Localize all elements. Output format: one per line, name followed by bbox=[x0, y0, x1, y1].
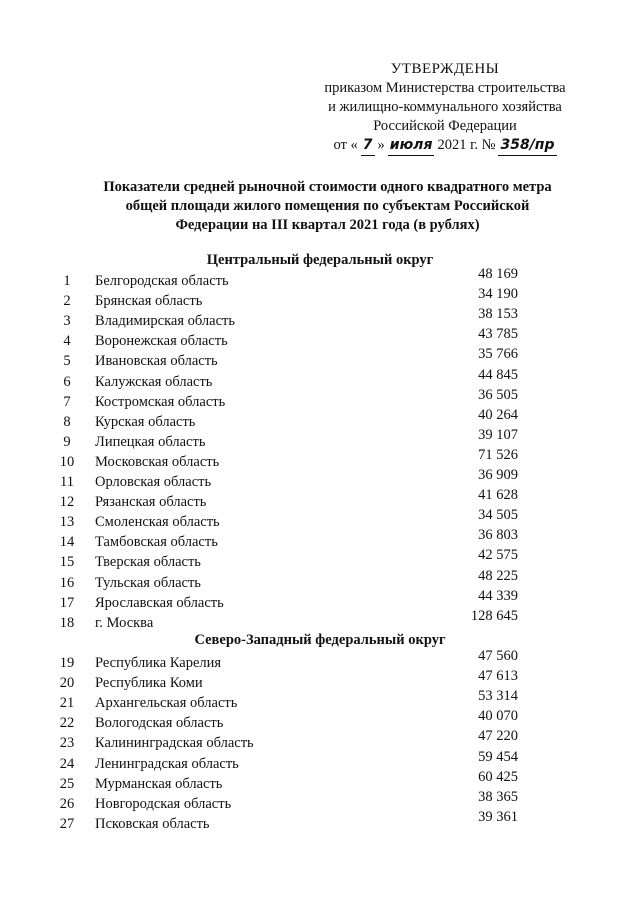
table-row bbox=[0, 708, 640, 732]
district-header: Центральный федеральный округ bbox=[206, 252, 434, 268]
table-row bbox=[0, 346, 640, 370]
row-number: 25 bbox=[59, 775, 75, 792]
table-row bbox=[0, 607, 640, 632]
price-value: 42 575 bbox=[478, 547, 518, 564]
table-row bbox=[0, 286, 640, 310]
price-value: 39 107 bbox=[478, 426, 518, 443]
region-name: Тульская область bbox=[95, 574, 201, 591]
row-number: 12 bbox=[59, 494, 75, 511]
region-name: Ивановская область bbox=[95, 353, 218, 370]
row-number: 18 bbox=[59, 614, 75, 631]
row-number: 13 bbox=[59, 514, 75, 531]
price-value: 39 361 bbox=[478, 808, 518, 825]
price-value: 128 645 bbox=[470, 607, 518, 624]
price-value: 60 425 bbox=[478, 768, 518, 785]
price-value: 43 785 bbox=[478, 326, 518, 343]
price-value: 40 264 bbox=[478, 406, 518, 423]
table-row bbox=[0, 587, 640, 612]
price-value: 47 613 bbox=[478, 668, 518, 685]
approval-title: УТВЕРЖДЕНЫ bbox=[390, 61, 500, 77]
row-number: 24 bbox=[59, 755, 75, 772]
price-value: 35 766 bbox=[478, 346, 518, 363]
price-value: 41 628 bbox=[478, 487, 518, 504]
price-value: 38 153 bbox=[478, 306, 518, 323]
table-row bbox=[0, 507, 640, 531]
region-name: Тверская область bbox=[95, 554, 201, 571]
table-row bbox=[0, 768, 640, 793]
table-row bbox=[0, 446, 640, 471]
row-number: 9 bbox=[63, 433, 71, 450]
region-name: Воронежская область bbox=[95, 333, 228, 350]
table-row bbox=[0, 366, 640, 391]
row-number: 2 bbox=[63, 293, 71, 310]
handwritten-month: июля bbox=[388, 136, 435, 156]
price-value: 34 190 bbox=[478, 286, 518, 303]
region-name: Владимирская область bbox=[95, 313, 235, 330]
price-value: 36 505 bbox=[478, 386, 518, 403]
region-name: Вологодская область bbox=[95, 715, 224, 732]
row-number: 20 bbox=[59, 675, 75, 692]
region-name: Мурманская область bbox=[95, 775, 223, 792]
table-row bbox=[0, 808, 640, 833]
price-value: 40 070 bbox=[478, 708, 518, 725]
region-name: Рязанская область bbox=[95, 494, 207, 511]
table-row bbox=[0, 728, 640, 752]
row-number: 19 bbox=[59, 655, 75, 671]
order-date-line bbox=[300, 136, 590, 156]
region-name: г. Москва bbox=[95, 614, 154, 631]
table-row bbox=[0, 527, 640, 551]
price-value: 48 169 bbox=[478, 266, 518, 282]
region-name: Белгородская область bbox=[95, 273, 229, 289]
row-number: 10 bbox=[59, 453, 75, 470]
table-row bbox=[0, 326, 640, 350]
row-number: 3 bbox=[63, 313, 71, 330]
row-number: 8 bbox=[63, 413, 71, 430]
table-row bbox=[0, 567, 640, 592]
region-name: Тамбовская область bbox=[95, 534, 218, 551]
row-number: 5 bbox=[63, 353, 71, 370]
region-name: Московская область bbox=[95, 453, 220, 470]
region-name: Липецкая область bbox=[95, 433, 206, 450]
approval-line: Российской Федерации bbox=[373, 118, 517, 134]
table-row bbox=[0, 688, 640, 712]
handwritten-order-number: 358/пр bbox=[498, 136, 556, 156]
region-name: Калининградская область bbox=[95, 735, 254, 752]
row-number: 26 bbox=[59, 795, 75, 812]
price-value: 48 225 bbox=[478, 567, 518, 584]
price-value: 44 339 bbox=[478, 587, 518, 604]
price-value: 44 845 bbox=[478, 366, 518, 383]
row-number: 17 bbox=[59, 594, 75, 611]
price-value: 47 560 bbox=[478, 648, 518, 664]
price-value: 36 909 bbox=[478, 467, 518, 483]
region-name: Новгородская область bbox=[95, 795, 232, 812]
handwritten-day: 7 bbox=[361, 136, 375, 156]
district-header: Северо-Западный федеральный округ bbox=[194, 632, 446, 648]
region-name: Ленинградская область bbox=[95, 755, 239, 772]
region-name: Брянская область bbox=[95, 293, 203, 310]
region-name: Архангельская область bbox=[95, 695, 238, 712]
region-name: Ярославская область bbox=[95, 594, 224, 611]
region-name: Смоленская область bbox=[95, 514, 220, 531]
table-row bbox=[0, 266, 640, 290]
table-row bbox=[0, 406, 640, 431]
price-value: 53 314 bbox=[478, 688, 518, 705]
document-title: Показатели средней рыночной стоимости одного квадратного метра общей площади жилого помещения по субъектам Российской Федерации на III квартал 2021 года (в рублях) bbox=[103, 179, 552, 233]
row-number: 6 bbox=[63, 373, 71, 390]
table-row bbox=[0, 547, 640, 571]
date-separator: » bbox=[377, 137, 385, 153]
row-number: 27 bbox=[59, 815, 75, 832]
row-number: 15 bbox=[59, 554, 75, 571]
table-row bbox=[0, 788, 640, 813]
region-name: Орловская область bbox=[95, 474, 212, 490]
row-number: 22 bbox=[59, 715, 75, 732]
region-name: Республика Карелия bbox=[95, 655, 222, 671]
row-number: 14 bbox=[59, 534, 75, 551]
table-row bbox=[0, 467, 640, 491]
table-row bbox=[0, 386, 640, 411]
row-number: 11 bbox=[60, 474, 74, 490]
approval-line: и жилищно-коммунального хозяйства bbox=[328, 99, 562, 115]
price-value: 59 454 bbox=[478, 748, 518, 765]
row-number: 1 bbox=[63, 273, 71, 289]
region-name: Костромская область bbox=[95, 393, 226, 410]
table-row bbox=[0, 487, 640, 511]
price-value: 71 526 bbox=[478, 446, 518, 463]
year-text: 2021 г. № bbox=[437, 137, 496, 153]
approval-line: приказом Министерства строительства bbox=[324, 80, 566, 96]
date-prefix: от « bbox=[333, 137, 358, 153]
region-name: Псковская область bbox=[95, 815, 210, 832]
row-number: 21 bbox=[59, 695, 75, 712]
region-name: Калужская область bbox=[95, 373, 213, 390]
price-value: 38 365 bbox=[478, 788, 518, 805]
row-number: 7 bbox=[63, 393, 71, 410]
price-value: 34 505 bbox=[478, 507, 518, 524]
price-value: 36 803 bbox=[478, 527, 518, 544]
region-name: Курская область bbox=[95, 413, 196, 430]
row-number: 4 bbox=[63, 333, 71, 350]
table-row bbox=[0, 668, 640, 692]
row-number: 23 bbox=[59, 735, 75, 752]
region-name: Республика Коми bbox=[95, 675, 203, 692]
approval-block bbox=[300, 60, 590, 156]
table-row bbox=[0, 426, 640, 451]
table-row bbox=[0, 748, 640, 773]
table-row bbox=[0, 306, 640, 330]
table-row bbox=[0, 648, 640, 672]
price-value: 47 220 bbox=[478, 728, 518, 745]
row-number: 16 bbox=[59, 574, 75, 591]
